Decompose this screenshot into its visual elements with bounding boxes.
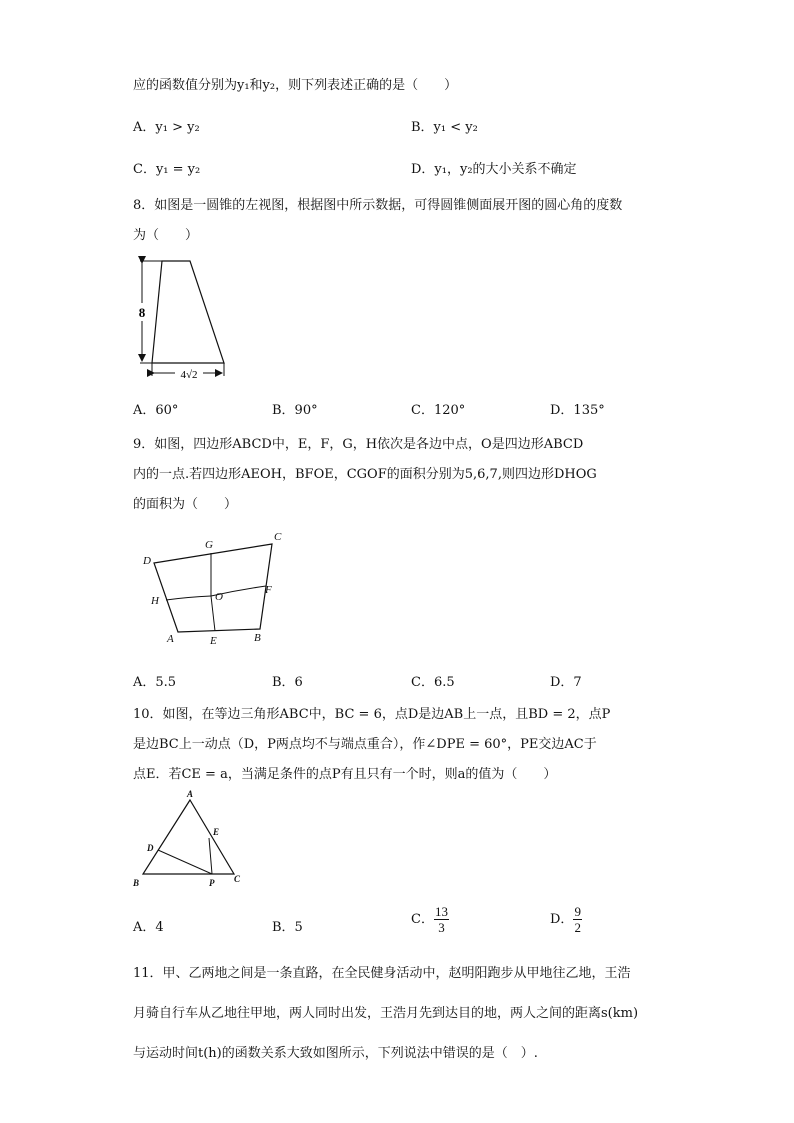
- fraction-numerator: 9: [574, 904, 581, 919]
- label-d: D: [143, 555, 151, 567]
- q10-option-d: [550, 904, 582, 935]
- label-e: E: [213, 827, 220, 837]
- q8-cone-side-view-figure: [128, 252, 238, 384]
- segment-pe: [209, 838, 212, 874]
- label-a: A: [167, 633, 174, 645]
- fraction-numerator: 13: [434, 904, 448, 919]
- q8-option-d: D．135°: [550, 403, 605, 418]
- q10-stem-line3: 点E．若CE = a，当满足条件的点P有且只有一个时，则a的值为（ ）: [133, 767, 557, 782]
- q9-option-b: B．6: [272, 675, 303, 690]
- q9-stem-line2: 内的一点.若四边形AEOH，BFOE，CGOF的面积分别为5,6,7,则四边形DHOG: [133, 467, 597, 482]
- q10-stem-line2: 是边BC上一动点（D，P两点均不与端点重合），作∠DPE = 60°，PE交边AC于: [133, 737, 597, 752]
- q8-stem-line2: 为（ ）: [133, 228, 199, 243]
- label-p: P: [209, 878, 215, 888]
- q11-stem-line2: 月骑自行车从乙地往甲地，两人同时出发，王浩月先到达目的地，两人之间的距离s(km): [133, 1006, 639, 1021]
- q11-stem-line1: 11．甲、乙两地之间是一条直路，在全民健身活动中，赵明阳跑步从甲地往乙地，王浩: [133, 966, 631, 981]
- q9-option-d: D．7: [550, 675, 582, 690]
- label-e: E: [210, 635, 217, 647]
- fraction-denominator: 2: [574, 920, 581, 935]
- q9-option-a: A．5.5: [133, 675, 177, 690]
- q11-stem-line3: 与运动时间t(h)的函数关系大致如图所示，下列说法中错误的是（ ）.: [133, 1046, 538, 1061]
- q10-option-c-fraction: [434, 904, 449, 935]
- triangle-abc: [143, 800, 234, 874]
- q7-option-b: B．y₁ < y₂: [411, 120, 478, 135]
- label-o: O: [215, 591, 223, 603]
- q7-stem: 应的函数值分别为y₁和y₂，则下列表述正确的是（ ）: [133, 78, 458, 93]
- q7-option-a: A．y₁ > y₂: [133, 120, 200, 135]
- fraction-denominator: 3: [438, 920, 445, 935]
- label-b: B: [254, 632, 261, 644]
- q9-stem-line1: 9．如图，四边形ABCD中，E，F，G，H依次是各边中点，O是四边形ABCD: [133, 437, 584, 452]
- q10-option-a: A．4: [133, 920, 164, 935]
- label-c: C: [274, 531, 282, 543]
- label-g: G: [205, 539, 213, 551]
- segment-ho: [166, 596, 211, 600]
- q8-stem-line1: 8．如图是一圆锥的左视图，根据图中所示数据，可得圆锥侧面展开图的圆心角的度数: [133, 198, 623, 213]
- label-c: C: [234, 874, 241, 884]
- label-d: D: [147, 843, 154, 853]
- label-f: F: [265, 584, 272, 596]
- label-b: B: [133, 878, 140, 888]
- label-a: A: [187, 789, 194, 799]
- segment-dp: [158, 850, 212, 874]
- height-label: 8: [138, 305, 146, 320]
- base-label: 4√2: [180, 369, 198, 381]
- q10-stem-line1: 10．如图，在等边三角形ABC中，BC = 6，点D是边AB上一点，且BD = 2，点P: [133, 707, 611, 722]
- q10-option-b: B．5: [272, 920, 303, 935]
- q10-option-d-fraction: [573, 904, 582, 935]
- label-h: H: [151, 595, 159, 607]
- q9-stem-line3: 的面积为（ ）: [133, 497, 238, 512]
- cone-outline: [152, 261, 224, 363]
- q8-option-a: A．60°: [133, 403, 179, 418]
- q7-option-d: D．y₁，y₂的大小关系不确定: [411, 162, 577, 177]
- q8-option-c: C．120°: [411, 403, 466, 418]
- q7-option-c: C．y₁ = y₂: [133, 162, 201, 177]
- q8-option-b: B．90°: [272, 403, 318, 418]
- q9-quadrilateral-figure: [138, 528, 294, 650]
- q10-triangle-figure: [128, 788, 252, 892]
- q10-option-c: [411, 904, 449, 935]
- q10-option-c-prefix: C．: [411, 912, 434, 927]
- q9-option-c: C．6.5: [411, 675, 455, 690]
- q10-option-d-prefix: D．: [550, 912, 574, 927]
